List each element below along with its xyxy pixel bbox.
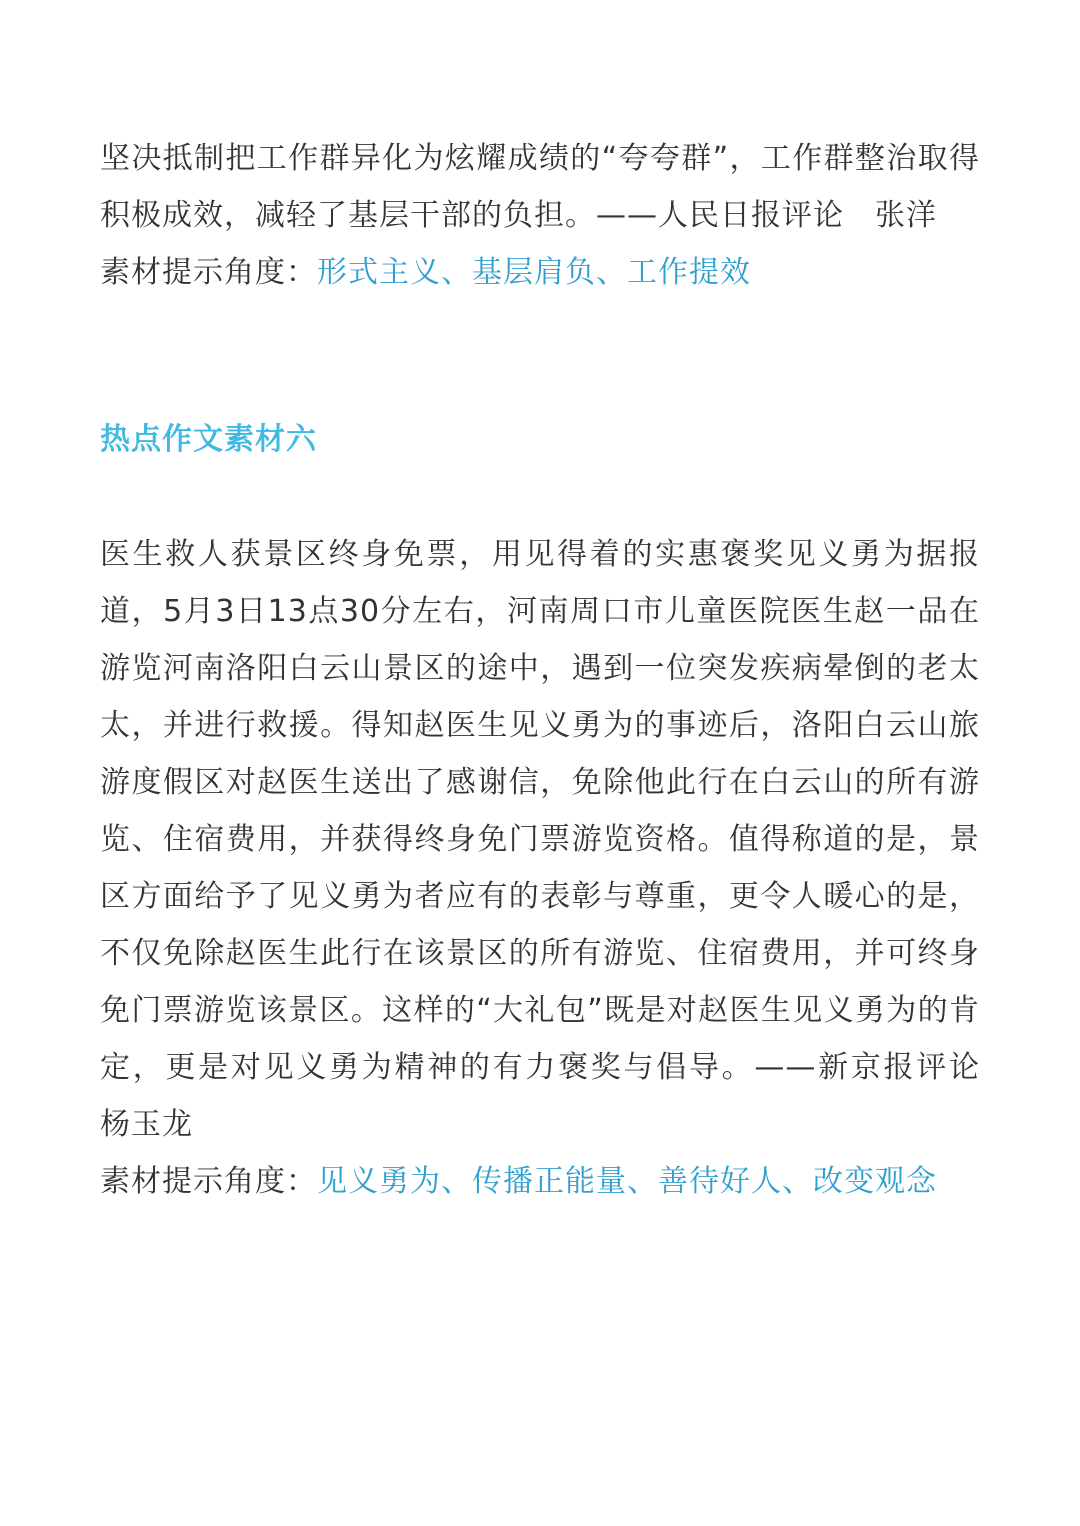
section2-paragraph: 医生救人获景区终身免票，用见得着的实惠褒奖见义勇为据报道，5月3日13点30分左右，河南周口市儿童医院医生赵一品在游览河南洛阳白云山景区的途中，遇到一位突发疾病晕倒的老太太，并进行救援。得知赵医生见义勇为的事迹后，洛阳白云山旅游度假区对赵医生送出了感谢信，免除他此行在白云山的所有游览、住宿费用，并获得终身免门票游览资格。值得称道的是，景区方面给予了见义勇为者应有的表彰与尊重，更令人暖心的是，不仅免除赵医生此行在该景区的所有游览、住宿费用，并可终身免门票游览该景区。这样的“大礼包”既是对赵医生见义勇为的肯定，更是对见义勇为精神的有力褒奖与倡导。——新京报评论 杨玉龙	[100, 537, 1011, 1142]
section1-paragraph: 坚决抵制把工作群异化为炫耀成绩的“夸夸群”，工作群整治取得积极成效，减轻了基层干部的负担。——人民日报评论 张洋	[100, 141, 980, 233]
section2-heading: 热点作文素材六	[100, 422, 317, 457]
article-body	[100, 130, 1011, 1210]
section1-angle	[100, 244, 980, 301]
section2-angle-prefix: 素材提示角度：	[100, 1164, 317, 1199]
section1-angle-prefix: 素材提示角度：	[100, 255, 317, 290]
section2-angle	[100, 1153, 980, 1210]
section2-angle-tags: 见义勇为、传播正能量、善待好人、改变观念	[317, 1164, 937, 1199]
section1-angle-tags: 形式主义、基层肩负、工作提效	[317, 255, 751, 290]
